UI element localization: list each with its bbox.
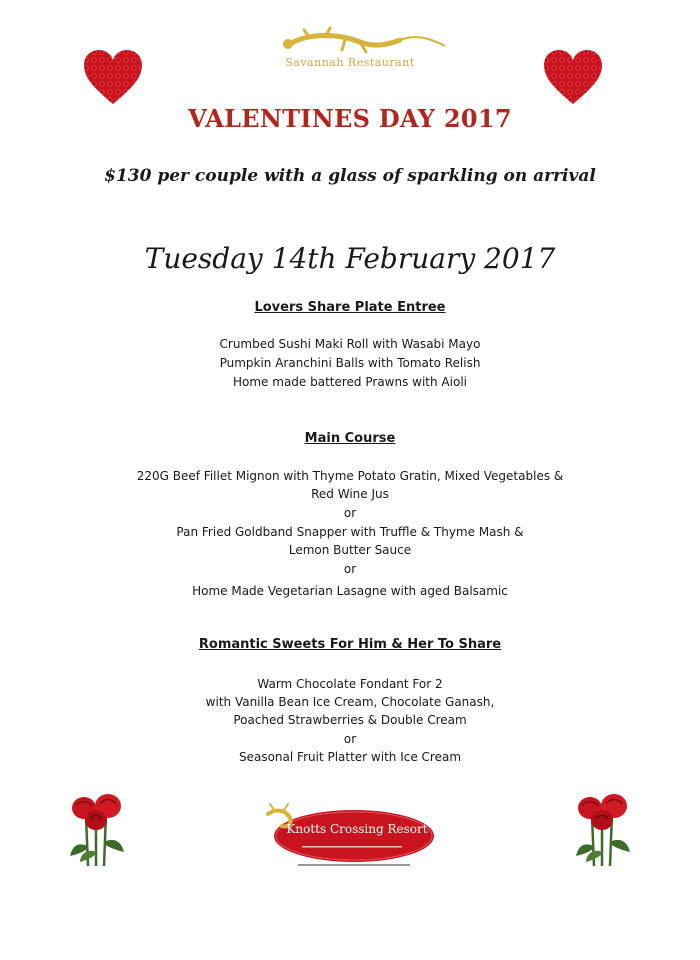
menu-or: or [343,562,357,576]
savannah-restaurant-logo [250,22,450,82]
section-heading-sweets: Romantic Sweets For Him & Her To Share [198,637,502,652]
logo-text: Savannah Restaurant [285,56,415,69]
resort-logo-text: Knotts Crossing Resort [286,822,428,836]
heart-icon [82,48,144,106]
rose-icon [66,786,128,868]
section-heading-entree: Lovers Share Plate Entree [254,300,446,315]
menu-item: Red Wine Jus [311,487,389,501]
section-heading-main-course: Main Course [304,431,396,446]
menu-item: Warm Chocolate Fondant For 2 [257,677,443,691]
menu-item: Seasonal Fruit Platter with Ice Cream [238,750,462,764]
page-title: VALENTINES DAY 2017 [188,104,512,133]
menu-item: with Vanilla Bean Ice Cream, Chocolate Ganash, [205,695,495,709]
menu-item: Pan Fried Goldband Snapper with Truffle & Thyme Mash & [176,525,524,539]
menu-item: 220G Beef Fillet Mignon with Thyme Potato Gratin, Mixed Vegetables & [136,469,564,483]
menu-item: Crumbed Sushi Maki Roll with Wasabi Mayo [219,337,481,351]
knotts-crossing-resort-logo [262,802,438,872]
rose-icon [572,786,634,868]
resort-logo-graphic [262,802,438,872]
menu-item: Lemon Butter Sauce [288,543,412,557]
menu-item: Pumpkin Aranchini Balls with Tomato Relish [219,356,481,370]
event-date: Tuesday 14th February 2017 [144,242,556,275]
menu-or: or [343,732,357,746]
heart-icon [542,48,604,106]
menu-item: Home made battered Prawns with Aioli [233,375,467,389]
price-subtitle: $130 per couple with a glass of sparkling on arrival [104,166,596,186]
menu-item: Home Made Vegetarian Lasagne with aged Balsamic [192,584,508,598]
menu-or: or [343,506,357,520]
menu-item: Poached Strawberries & Double Cream [233,713,467,727]
